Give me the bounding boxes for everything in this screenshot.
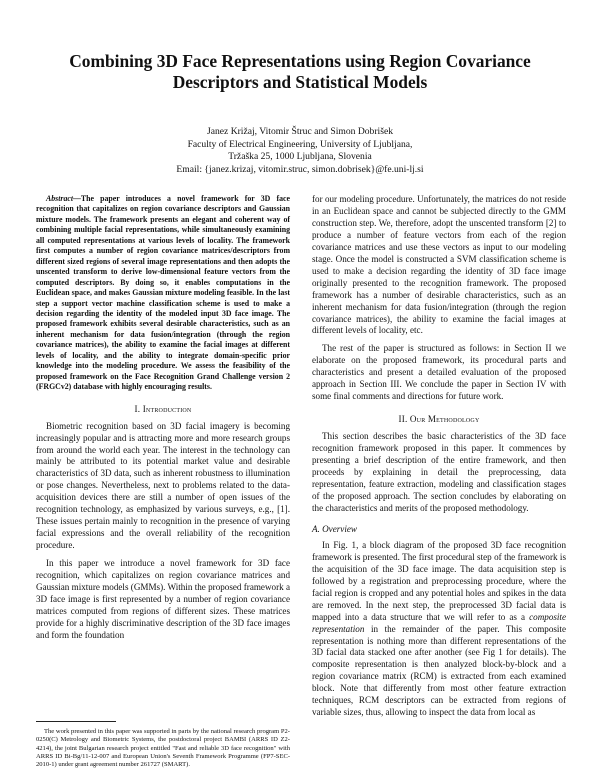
author-block [100, 126, 500, 176]
paper-title: Combining 3D Face Representations using Region Covariance Descriptors and Statistical Models [69, 51, 531, 92]
methodology-paragraph-1: This section describes the basic characteristics of the 3D face recognition framework proposed in this paper. It commences by presenting a brief description of the entire framework, and then proceeds by explaining in detail the preprocessing, data representation, feature extraction, modeling and classification stages of the proposed approach. The section concludes by elaborating on the characteristics and merits of the proposed methodology. [312, 431, 566, 513]
author-email: Email: {janez.krizaj, vitomir.struc, simon.dobrisek}@fe.uni-lj.si [176, 163, 424, 175]
abstract-text: —The paper introduces a novel framework for 3D face recognition that capitalizes on region covariance descriptors and Gaussian mixture models. The framework presents an elegant and coherent way of combining multiple facial representations, while simultaneously examining all computed representations at various levels of locality. The framework first computes a number of region covariance matrices/descriptors from different sized regions of several image representations and then adopts the unscented transform to derive low-dimensional feature vectors from the computed descriptors. By doing so, it enables computations in the Euclidean space, and makes Gaussian mixture modeling feasible. In the last step a support vector machine classification scheme is used to make a decision regarding the identity of the modeled input 3D face image. The proposed framework exhibits several desirable characteristics, such as an inherent mechanism for data fusion/integration (through the region covariance matrices), the ability to examine the facial images at different levels of locality, and the ability to integrate domain-specific prior knowledge into the modeling procedure. We assess the feasibility of the proposed framework on the Face Recognition Grand Challenge version 2 (FRGCv2) database with highly encouraging results. [36, 194, 290, 392]
funding-footnote [36, 721, 290, 769]
intro-paragraph-4: The rest of the paper is structured as follows: in Section II we elaborate on the proposed framework, its procedural parts and characteristics and present a detailed evaluation of the proposed approach in Section III. We conclude the paper in Section IV with some final comments and directions for future work. [312, 343, 566, 402]
left-column [36, 194, 290, 642]
affiliation-line-1: Faculty of Electrical Engineering, University of Ljubljana, [187, 138, 413, 150]
intro-paragraph-1: Biometric recognition based on 3D facial imagery is becoming increasingly popular and is attracting more and more research groups from around the world each year. The interest in the technology can mainly be attributed to its potential market value and desirable characteristics of 3D data, such as inherent robustness to illumination or pose changes. Nevertheless, next to problems related to the data-acquisition devices there are still a number of open issues of the recognition technology, as emphasized by various surveys, e.g., [1]. These issues pertain mainly to recognition in the presence of varying facial expressions and the overall reliability of the recognition procedure. [36, 420, 290, 551]
footnote-rule [36, 721, 116, 722]
section-heading-methodology: II. Our Methodology [398, 414, 480, 425]
overview-text-part-1: In Fig. 1, a block diagram of the proposed 3D face recognition framework is presented. The first procedural step of the framework is the acquisition of the 3D face image. The data acquisition step is followed by a registration and preprocessing procedure, where the facial region is cropped and any potential holes and spikes in the data are removed. In the next step, the preprocessed 3D facial data is mapped into a data structure that we will refer to as a [312, 539, 566, 622]
overview-emphasis: composite representation [312, 611, 566, 634]
intro-paragraph-2: In this paper we introduce a novel framework for 3D face recognition, which capitalizes on region covariance matrices and Gaussian mixture models (GMMs). Within the proposed framework a 3D face image is first represented by a number of region covariance matrices computed from regions of different sizes. These matrices provide for a highly discriminative description of the 3D face images and form the foundation [36, 558, 290, 640]
overview-text-part-2: in the remainder of the paper. This composite representation is nothing more than different representations of the 3D facial data stacked one after another (see Fig 1 for details). The composite representation is then analyzed block-by-block and a region covariance matrix (RCM) is extracted from each examined block. Note that differently from most other feature extraction techniques, RCM descriptors can be extracted from regions of variable sizes, thus, allowing to inspect the data from local as [312, 623, 566, 718]
section-heading-introduction: I. Introduction [134, 403, 192, 414]
intro-paragraph-3: for our modeling procedure. Unfortunately, the matrices do not reside in an Euclidean space and cannot be subjected directly to the GMM construction step. We, therefore, adopt the unscented transform [2] to produce a number of feature vectors from each of the region covariance matrices and use these vectors as input to our modeling stage. Once the model is constructed a SVM classification scheme is used to make a decision regarding the identity of 3D face image originally presented to the recognition framework. The proposed framework has a number of desirable characteristics, such as an inherent mechanism for data fusion/integration (through the region covariance matrices), the ability to examine the facial images at different levels of locality, etc. [312, 194, 566, 336]
right-column [312, 194, 566, 719]
abstract-label: Abstract [46, 194, 74, 203]
author-names: Janez Križaj, Vitomir Štruc and Simon Dobrišek [206, 126, 394, 137]
abstract [36, 194, 290, 393]
overview-paragraph [312, 540, 566, 719]
subsection-heading-overview: A. Overview [312, 523, 357, 534]
affiliation-line-2: Tržaška 25, 1000 Ljubljana, Slovenia [228, 151, 372, 162]
footnote-text: The work presented in this paper was supported in parts by the national research program P2-0250(C) Metrology and Biometric Systems, the postdoctoral project BAMBI (ARRS ID Z2-4214), the joint Bulgarian research project entitled "Fast and reliable 3D face recognition" with ARRS ID Bi-Bg/11-12-007 and European Union's Seventh Framework Programme (FP7-SEC-2010-1) under grant agreement number 261727 (SMART). [36, 728, 290, 769]
